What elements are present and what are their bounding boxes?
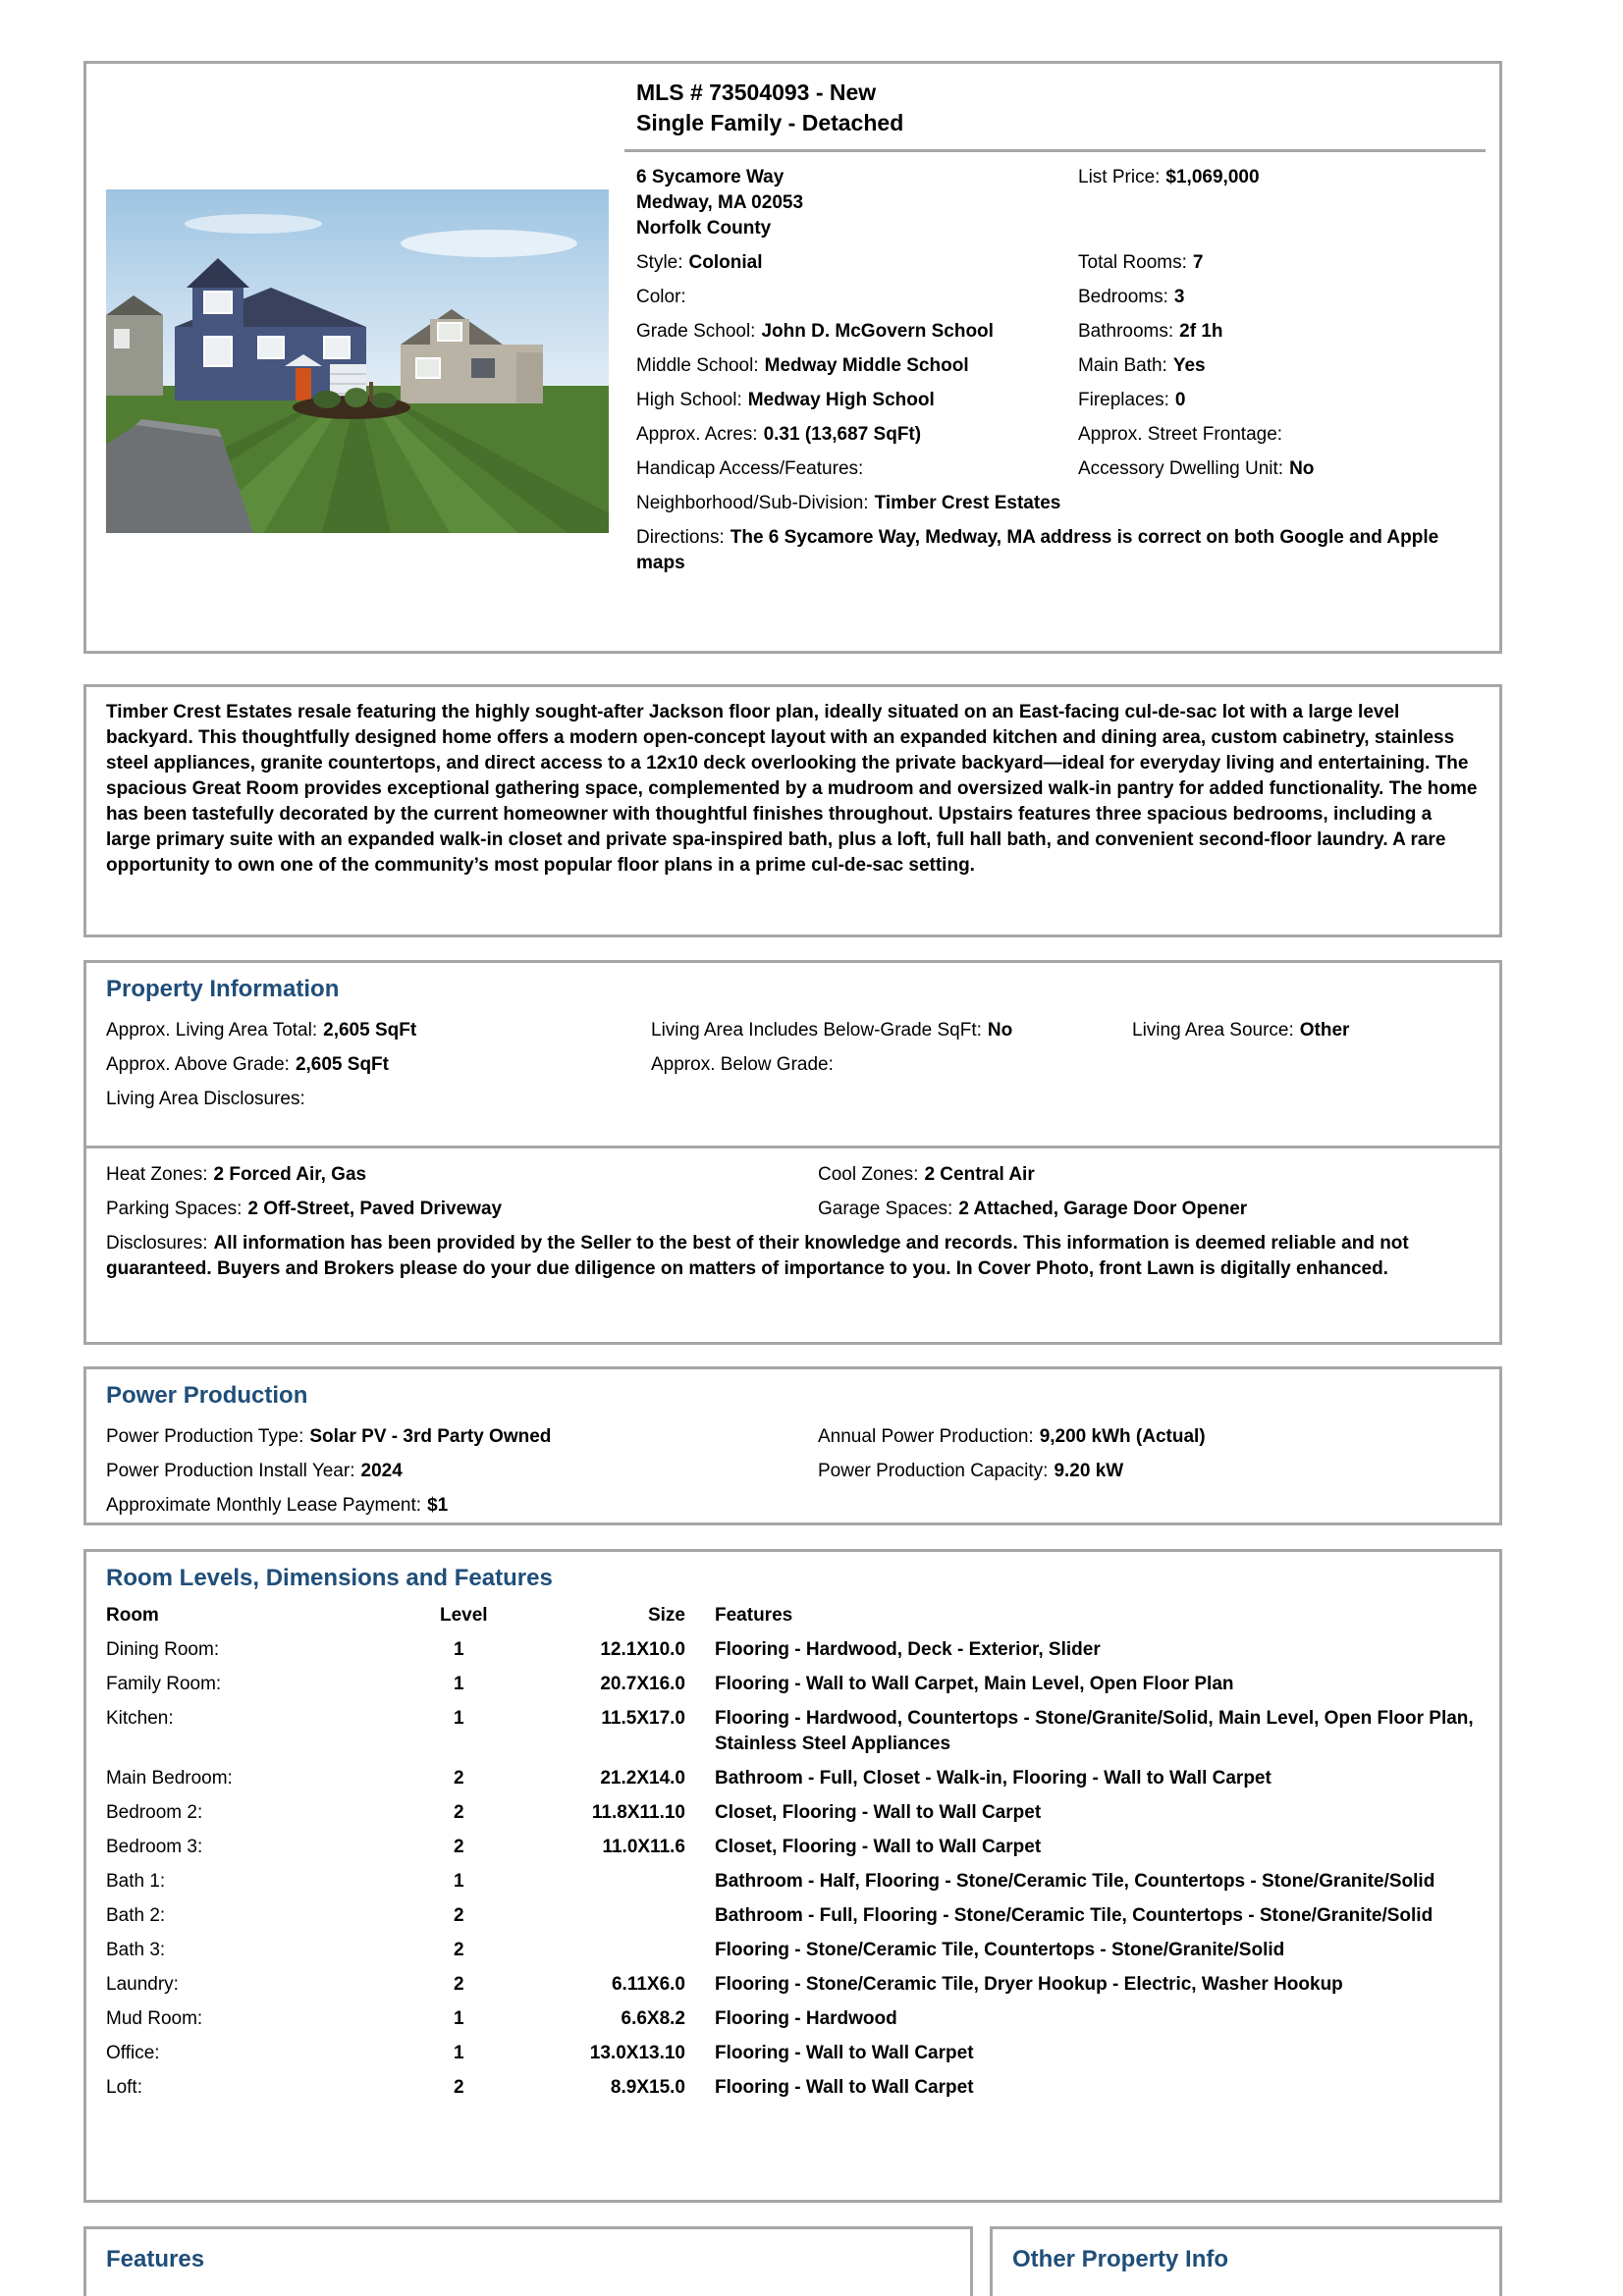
list-price-label: List Price: xyxy=(1078,167,1161,187)
address-price-row xyxy=(636,165,1486,241)
room-levels-title: Room Levels, Dimensions and Features xyxy=(106,1565,553,1591)
room-size: 6.6X8.2 xyxy=(621,2008,685,2029)
room-column-header: Room xyxy=(106,1605,159,1626)
below-grade-sqft-label: Living Area Includes Below-Grade SqFt: xyxy=(651,1020,982,1041)
room-features: Flooring - Wall to Wall Carpet xyxy=(715,2077,974,2098)
list-price-value: $1,069,000 xyxy=(1165,167,1260,187)
table-row xyxy=(106,2075,1480,2101)
grade-school-label: Grade School: xyxy=(636,321,756,342)
list-price xyxy=(1078,165,1486,241)
other-property-info-title: Other Property Info xyxy=(1012,2246,1229,2272)
handicap-access-label: Handicap Access/Features: xyxy=(636,458,864,479)
header-field-row xyxy=(636,353,1486,379)
table-row xyxy=(106,1869,1480,1895)
room-level: 2 xyxy=(454,1768,464,1789)
below-grade-label: Approx. Below Grade: xyxy=(651,1054,834,1075)
listing-header-text xyxy=(636,78,1486,585)
capacity-label: Power Production Capacity: xyxy=(818,1461,1049,1481)
room-level: 2 xyxy=(454,1905,464,1926)
room-level: 2 xyxy=(454,1974,464,1995)
property-information-divider xyxy=(86,1146,1499,1148)
room-features: Flooring - Stone/Ceramic Tile, Dryer Hookup - Electric, Washer Hookup xyxy=(715,1974,1343,1995)
directions-label: Directions: xyxy=(636,527,725,548)
heat-cool-row xyxy=(106,1162,1480,1188)
neighborhood-label: Neighborhood/Sub-Division: xyxy=(636,493,869,513)
middle-school-value: Medway Middle School xyxy=(764,355,969,376)
features-title: Features xyxy=(106,2246,205,2272)
adu-value: No xyxy=(1289,458,1315,479)
property-photo-illustration xyxy=(106,189,609,533)
table-row xyxy=(106,1938,1480,1963)
address-block xyxy=(636,165,1078,241)
parking-spaces-value: 2 Off-Street, Paved Driveway xyxy=(247,1199,503,1219)
property-type-line: Single Family - Detached xyxy=(636,110,904,135)
approx-acres-label: Approx. Acres: xyxy=(636,424,758,445)
room-name: Kitchen: xyxy=(106,1708,174,1729)
room-level: 2 xyxy=(454,2077,464,2098)
room-features: Flooring - Hardwood xyxy=(715,2008,897,2029)
living-area-total-value: 2,605 SqFt xyxy=(323,1020,417,1041)
directions-row xyxy=(636,525,1486,576)
header-divider xyxy=(624,149,1486,152)
room-size: 20.7X16.0 xyxy=(600,1674,685,1694)
room-features: Flooring - Hardwood, Countertops - Stone/Granite/Solid, Main Level, Open Floor Plan, Stainless Steel Appliances xyxy=(715,1708,1474,1754)
table-row xyxy=(106,2006,1480,2032)
room-level: 1 xyxy=(454,2008,464,2029)
disclosures-label: Disclosures: xyxy=(106,1233,208,1254)
lease-payment-label: Approximate Monthly Lease Payment: xyxy=(106,1495,422,1516)
power-type-value: Solar PV - 3rd Party Owned xyxy=(309,1426,552,1447)
bedrooms-label: Bedrooms: xyxy=(1078,287,1168,307)
room-level: 1 xyxy=(454,1639,464,1660)
room-size: 11.0X11.6 xyxy=(602,1837,685,1857)
living-area-source-label: Living Area Source: xyxy=(1132,1020,1294,1041)
bedrooms-value: 3 xyxy=(1173,287,1185,307)
table-row xyxy=(106,1706,1480,1757)
street-frontage-label: Approx. Street Frontage: xyxy=(1078,424,1283,445)
middle-school-label: Middle School: xyxy=(636,355,759,376)
room-level: 2 xyxy=(454,1802,464,1823)
room-features: Flooring - Hardwood, Deck - Exterior, Slider xyxy=(715,1639,1101,1660)
high-school-label: High School: xyxy=(636,390,742,410)
room-features: Flooring - Wall to Wall Carpet, Main Level, Open Floor Plan xyxy=(715,1674,1234,1694)
room-size: 11.5X17.0 xyxy=(601,1708,685,1729)
room-features: Bathroom - Full, Flooring - Stone/Ceramic Tile, Countertops - Stone/Granite/Solid xyxy=(715,1905,1434,1926)
grade-school-value: John D. McGovern School xyxy=(761,321,994,342)
room-size: 21.2X14.0 xyxy=(600,1768,685,1789)
living-area-disclosures-label: Living Area Disclosures: xyxy=(106,1089,305,1109)
table-row xyxy=(106,2041,1480,2066)
table-row xyxy=(106,1835,1480,1860)
total-rooms-value: 7 xyxy=(1192,252,1204,273)
room-size: 8.9X15.0 xyxy=(610,2077,685,2098)
parking-garage-row xyxy=(106,1197,1480,1222)
room-name: Bedroom 2: xyxy=(106,1802,203,1823)
install-year-value: 2024 xyxy=(360,1461,403,1481)
annual-production-label: Annual Power Production: xyxy=(818,1426,1034,1447)
address-line-2: Medway, MA 02053 xyxy=(636,192,804,213)
room-features: Flooring - Stone/Ceramic Tile, Countertops - Stone/Granite/Solid xyxy=(715,1940,1285,1960)
lease-payment-value: $1 xyxy=(427,1495,449,1516)
room-name: Laundry: xyxy=(106,1974,179,1995)
disclosures-row xyxy=(106,1231,1480,1282)
room-table-header xyxy=(106,1603,1480,1629)
header-field-row xyxy=(636,422,1486,448)
main-bath-label: Main Bath: xyxy=(1078,355,1167,376)
header-field-row xyxy=(636,388,1486,413)
garage-spaces-value: 2 Attached, Garage Door Opener xyxy=(958,1199,1248,1219)
room-level: 1 xyxy=(454,1871,464,1892)
neighborhood-value: Timber Crest Estates xyxy=(874,493,1061,513)
room-name: Mud Room: xyxy=(106,2008,203,2029)
power-row xyxy=(106,1459,1480,1484)
living-area-row xyxy=(106,1018,1480,1043)
room-size xyxy=(558,1869,685,1895)
garage-spaces-label: Garage Spaces: xyxy=(818,1199,953,1219)
room-name: Bedroom 3: xyxy=(106,1837,203,1857)
level-column-header: Level xyxy=(440,1605,488,1626)
capacity-value: 9.20 kW xyxy=(1054,1461,1124,1481)
features-column-header: Features xyxy=(715,1605,793,1626)
room-level: 2 xyxy=(454,1940,464,1960)
bathrooms-label: Bathrooms: xyxy=(1078,321,1174,342)
below-grade-sqft-value: No xyxy=(987,1020,1013,1041)
living-area-total-label: Approx. Living Area Total: xyxy=(106,1020,318,1041)
property-information-box xyxy=(83,960,1502,1345)
room-name: Office: xyxy=(106,2043,160,2063)
header-field-row xyxy=(636,250,1486,276)
room-level: 1 xyxy=(454,1708,464,1729)
heat-zones-value: 2 Forced Air, Gas xyxy=(213,1164,367,1185)
features-box xyxy=(83,2226,973,2296)
bathrooms-value: 2f 1h xyxy=(1179,321,1223,342)
disclosures-value: All information has been provided by the Seller to the best of their knowledge and records. This information is deemed reliable and not guaranteed. Buyers and Brokers please do your due diligence on matters of importance to you. In Cover Photo, front Lawn is digitally enhanced. xyxy=(106,1233,1409,1279)
room-level: 2 xyxy=(454,1837,464,1857)
install-year-label: Power Production Install Year: xyxy=(106,1461,355,1481)
power-production-box xyxy=(83,1366,1502,1525)
table-row xyxy=(106,1766,1480,1791)
room-level: 1 xyxy=(454,2043,464,2063)
room-size: 13.0X13.10 xyxy=(589,2043,685,2063)
room-size: 11.8X11.10 xyxy=(591,1802,685,1823)
table-row xyxy=(106,1972,1480,1998)
room-levels-box xyxy=(83,1549,1502,2203)
room-name: Bath 1: xyxy=(106,1871,166,1892)
room-features: Closet, Flooring - Wall to Wall Carpet xyxy=(715,1802,1042,1823)
living-area-source-value: Other xyxy=(1299,1020,1350,1041)
address-line-3: Norfolk County xyxy=(636,218,772,239)
power-row xyxy=(106,1424,1480,1450)
room-features: Bathroom - Half, Flooring - Stone/Ceramic Tile, Countertops - Stone/Granite/Solid xyxy=(715,1871,1435,1892)
style-value: Colonial xyxy=(688,252,763,273)
style-label: Style: xyxy=(636,252,683,273)
room-features: Closet, Flooring - Wall to Wall Carpet xyxy=(715,1837,1042,1857)
fireplaces-value: 0 xyxy=(1174,390,1186,410)
header-field-row xyxy=(636,456,1486,482)
power-production-title: Power Production xyxy=(106,1382,308,1409)
size-column-header: Size xyxy=(647,1605,685,1626)
cool-zones-label: Cool Zones: xyxy=(818,1164,919,1185)
room-name: Bath 2: xyxy=(106,1905,166,1926)
property-information-title: Property Information xyxy=(106,976,340,1002)
heat-zones-label: Heat Zones: xyxy=(106,1164,208,1185)
living-area-disclosures-row xyxy=(106,1087,1480,1112)
room-size xyxy=(558,1903,685,1929)
table-row xyxy=(106,1637,1480,1663)
remarks-text: Timber Crest Estates resale featuring the highly sought-after Jackson floor plan, ideally situated on an East-facing cul-de-sac lot with a large level backyard. This thoughtfully designed home offers a modern open-concept layout with an expanded kitchen and dining area, custom cabinetry, stainless steel appliances, granite countertops, and direct access to a 12x10 deck overlooking the private backyard—ideal for everyday living and entertaining. The spacious Great Room provides exceptional gathering space, complemented by a mudroom and oversized walk-in pantry for added functionality. The home has been tastefully decorated by the current homeowner with thoughtful finishes throughout. Upstairs features three spacious bedrooms, including a large primary suite with an expanded walk-in closet and private spa-inspired bath, plus a loft, full hall bath, and convenient second-floor laundry. A rare opportunity to own one of the community’s most popular floor plans in a prime cul-de-sac setting. xyxy=(106,702,1478,876)
room-size: 12.1X10.0 xyxy=(600,1639,685,1660)
high-school-value: Medway High School xyxy=(747,390,935,410)
table-row xyxy=(106,1800,1480,1826)
main-bath-value: Yes xyxy=(1172,355,1206,376)
color-label: Color: xyxy=(636,287,686,307)
room-size xyxy=(558,1938,685,1963)
approx-acres-value: 0.31 (13,687 SqFt) xyxy=(763,424,922,445)
other-property-info-box xyxy=(990,2226,1502,2296)
room-level: 1 xyxy=(454,1674,464,1694)
table-row xyxy=(106,1672,1480,1697)
mls-number-line: MLS # 73504093 - New xyxy=(636,80,877,105)
header-field-row xyxy=(636,285,1486,310)
above-grade-value: 2,605 SqFt xyxy=(295,1054,389,1075)
parking-spaces-label: Parking Spaces: xyxy=(106,1199,243,1219)
total-rooms-label: Total Rooms: xyxy=(1078,252,1187,273)
room-features: Flooring - Wall to Wall Carpet xyxy=(715,2043,974,2063)
fireplaces-label: Fireplaces: xyxy=(1078,390,1169,410)
header-field-row xyxy=(636,319,1486,345)
directions-value: The 6 Sycamore Way, Medway, MA address is correct on both Google and Apple maps xyxy=(636,527,1439,573)
above-grade-label: Approx. Above Grade: xyxy=(106,1054,290,1075)
property-photo xyxy=(106,189,609,533)
power-type-label: Power Production Type: xyxy=(106,1426,304,1447)
above-grade-row xyxy=(106,1052,1480,1078)
room-name: Dining Room: xyxy=(106,1639,220,1660)
address-line-1: 6 Sycamore Way xyxy=(636,167,784,187)
adu-label: Accessory Dwelling Unit: xyxy=(1078,458,1284,479)
room-name: Bath 3: xyxy=(106,1940,166,1960)
neighborhood-row xyxy=(636,491,1486,516)
table-row xyxy=(106,1903,1480,1929)
cool-zones-value: 2 Central Air xyxy=(924,1164,1035,1185)
room-features: Bathroom - Full, Closet - Walk-in, Flooring - Wall to Wall Carpet xyxy=(715,1768,1271,1789)
room-name: Main Bedroom: xyxy=(106,1768,233,1789)
annual-production-value: 9,200 kWh (Actual) xyxy=(1039,1426,1206,1447)
room-name: Loft: xyxy=(106,2077,142,2098)
remarks-box xyxy=(83,684,1502,937)
room-name: Family Room: xyxy=(106,1674,222,1694)
power-row xyxy=(106,1493,1480,1519)
listing-header-box xyxy=(83,61,1502,654)
room-size: 6.11X6.0 xyxy=(611,1974,685,1995)
